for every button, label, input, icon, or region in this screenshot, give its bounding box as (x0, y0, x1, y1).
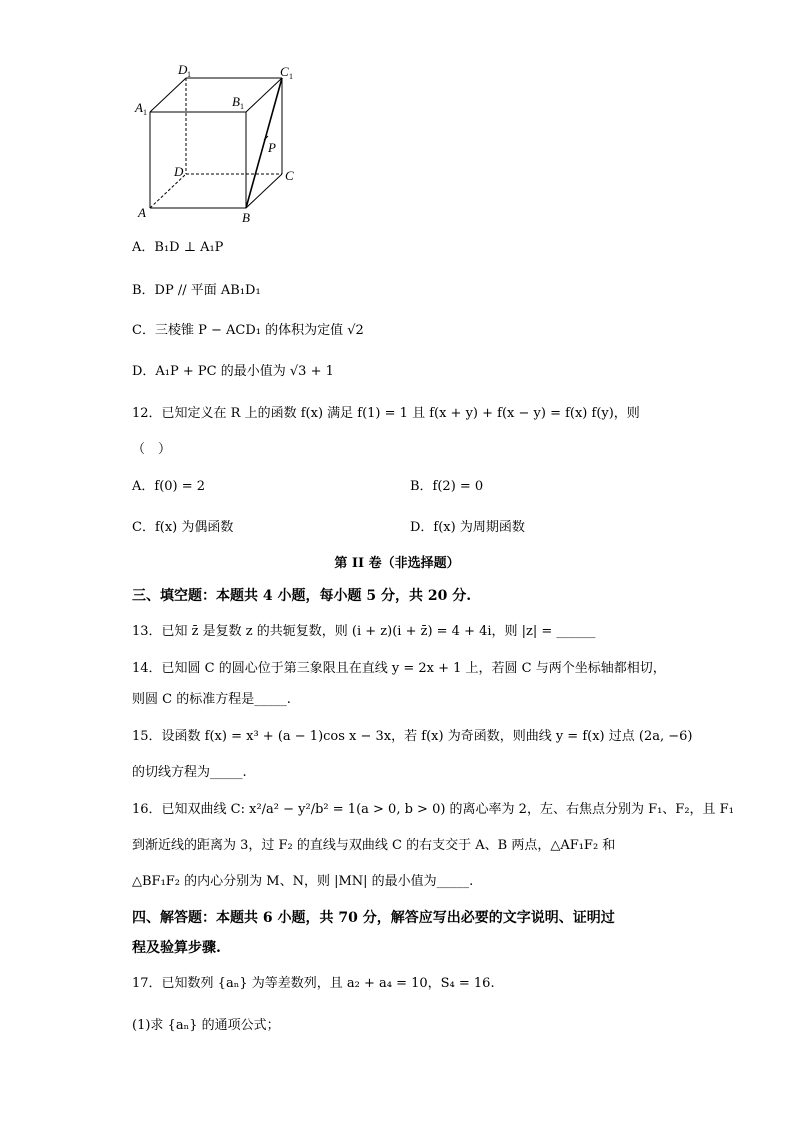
edge-a1-d1 (150, 78, 186, 112)
label-c: C (285, 168, 294, 183)
section4-title-line1: 四、解答题：本题共 6 小题，共 70 分，解答应写出必要的文字说明、证明过 (132, 910, 615, 926)
q11-option-c: C．三棱锥 P − ACD₁ 的体积为定值 √2 (132, 323, 364, 338)
diagonal-b-c1 (246, 78, 282, 208)
label-c1-sub: 1 (289, 72, 293, 81)
label-a1-sub: 1 (143, 108, 147, 117)
q11-option-a: A．B₁D ⊥ A₁P (132, 240, 224, 255)
q11-option-b: B．DP // 平面 AB₁D₁ (132, 283, 261, 298)
part2-title: 第 II 卷（非选择题） (334, 556, 460, 571)
section4-title-line2: 程及验算步骤. (132, 940, 221, 956)
label-b1: B (232, 94, 240, 109)
q13: 13．已知 z̄ 是复数 z 的共轭复数，则 (i + z)(i + z̄) = 4 + 4i，则 |z| = ______ (132, 624, 596, 639)
label-d1-sub: 1 (187, 70, 191, 79)
q17-stem: 17．已知数列 {aₙ} 为等差数列，且 a₂ + a₄ = 10，S₄ = 16. (132, 976, 495, 991)
section3-title: 三、填空题：本题共 4 小题，每小题 5 分，共 20 分. (132, 588, 472, 604)
label-c1: C (280, 64, 289, 79)
q11-option-d: D．A₁P + PC 的最小值为 √3 + 1 (132, 364, 334, 379)
label-a1: A (135, 100, 143, 115)
label-b: B (242, 210, 250, 225)
q12-option-a: A．f(0) = 2 (132, 479, 206, 494)
q12-stem: 12．已知定义在 R 上的函数 f(x) 满足 f(1) = 1 且 f(x + y) + f(x − y) = f(x) f(y)，则 (132, 406, 640, 421)
q15-line2: 的切线方程为_____. (132, 765, 247, 780)
q12-paren: （ ） (132, 442, 172, 457)
q12-option-d: D．f(x) 为周期函数 (410, 520, 525, 535)
q16-line1: 16．已知双曲线 C: x²/a² − y²/b² = 1(a > 0, b > 0) 的离心率为 2，左、右焦点分别为 F₁、F₂，且 F₁ (132, 802, 734, 817)
label-a: A (138, 205, 146, 220)
edge-a-d (150, 174, 186, 208)
label-d1: D (178, 62, 188, 77)
q12-option-c: C．f(x) 为偶函数 (132, 520, 234, 535)
q14-line1: 14．已知圆 C 的圆心位于第三象限且在直线 y = 2x + 1 上，若圆 C 与两个坐标轴都相切， (132, 661, 666, 676)
q12-option-b: B．f(2) = 0 (410, 479, 484, 494)
q15-line1: 15．设函数 f(x) = x³ + (a − 1)cos x − 3x，若 f(x) 为奇函数，则曲线 y = f(x) 过点 (2a, −6) (132, 729, 693, 744)
q17-part1: (1)求 {aₙ} 的通项公式； (132, 1018, 280, 1033)
q16-line3: △BF₁F₂ 的内心分别为 M、N，则 |MN| 的最小值为_____. (132, 874, 474, 889)
q14-line2: 则圆 C 的标准方程是_____. (132, 692, 291, 707)
label-b1-sub: 1 (240, 102, 244, 111)
label-d: D (174, 164, 184, 179)
cube-figure (128, 60, 308, 230)
q16-line2: 到渐近线的距离为 3，过 F₂ 的直线与双曲线 C 的右支交于 A、B 两点，△AF₁F₂ 和 (132, 838, 616, 853)
label-p: P (268, 140, 276, 155)
